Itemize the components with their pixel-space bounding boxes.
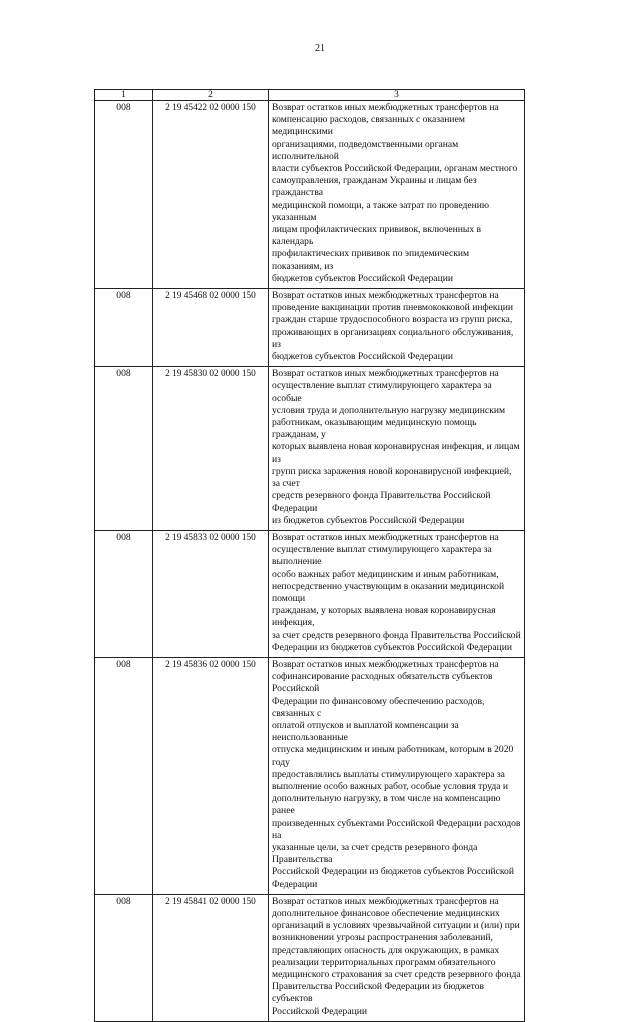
column-header-1: 1: [95, 90, 153, 101]
budget-classification-code-cell: 2 19 45841 02 0000 150: [153, 894, 269, 1021]
description-text: Возврат остатков иных межбюджетных трансфертов на софинансирование расходных обязательств субъектов Российской Федерации по финансовому обеспечению расходов, связанных с оплатой отпусков и выплатой компенсации за неиспользованные отпуска медицинским и иным работникам, которым в 2020 году предоставлялись выплаты стимулирующего характера за выполнение особо важных работ, особые условия труда и дополнительную нагрузку, в том числе на компенсацию ранее произведенных субъектами Российской Федерации расходов на указанные цели, за счет средств резервного фонда Правительства Российской Федерации из бюджетов субъектов Российской Федерации: [272, 658, 521, 890]
table-row: [95, 894, 525, 1021]
description-text: Возврат остатков иных межбюджетных трансфертов на проведение вакцинации против пневмококковой инфекции граждан старше трудоспособного возраста из групп риска, проживающих в организациях социального обслуживания, из бюджетов субъектов Российской Федерации: [272, 290, 514, 363]
description-text: Возврат остатков иных межбюджетных трансфертов на компенсацию расходов, связанных с оказанием медицинскими организациями, подведомственными органам исполнительной власти субъектов Российской Федерации, органам местного самоуправления, гражданам Украины и лицам без гражданства медицинской помощи, а также затрат по проведению указанным лицам профилактических прививок, включенных в календарь профилактических прививок по эпидемическим показаниям, из бюджетов субъектов Российской Федерации: [272, 102, 518, 284]
budget-classification-code-cell: 2 19 45468 02 0000 150: [153, 289, 269, 367]
description-cell: [269, 101, 525, 289]
table-row: [95, 657, 525, 894]
admin-code-cell: 008: [95, 657, 153, 894]
description-cell: [269, 367, 525, 531]
admin-code-cell: 008: [95, 289, 153, 367]
description-text: Возврат остатков иных межбюджетных трансфертов на дополнительное финансовое обеспечение медицинских организаций в условиях чрезвычайной ситуации и (или) при возникновении угрозы распространения заболеваний, представляющих опасность для окружающих, в рамках реализации территориальных программ обязательного медицинского страхования за счет средств резервного фонда Правительства Российской Федерации из бюджетов субъектов Российской Федерации: [272, 895, 521, 1017]
budget-code-table: [94, 89, 525, 1022]
table-row: [95, 101, 525, 289]
table-body: [95, 101, 525, 1022]
description-text: Возврат остатков иных межбюджетных трансфертов на осуществление выплат стимулирующего характера за особые условия труда и дополнительную нагрузку медицинским работникам, оказывающим медицинскую помощь гражданам, у которых выявлена новая коронавирусная инфекция, и лицам из групп риска заражения новой коронавирусной инфекцией, за счет средств резервного фонда Правительства Российской Федерации из бюджетов субъектов Российской Федерации: [272, 368, 520, 526]
page-number: 21: [315, 43, 325, 54]
description-cell: [269, 289, 525, 367]
description-cell: [269, 657, 525, 894]
table-row: [95, 367, 525, 531]
description-cell: [269, 894, 525, 1021]
column-header-3: 3: [269, 90, 525, 101]
description-cell: [269, 530, 525, 657]
admin-code-cell: 008: [95, 367, 153, 531]
budget-classification-code-cell: 2 19 45833 02 0000 150: [153, 530, 269, 657]
description-text: Возврат остатков иных межбюджетных трансфертов на осуществление выплат стимулирующего характера за выполнение особо важных работ медицинским и иным работникам, непосредственно участвующим в оказании медицинской помощи гражданам, у которых выявлена новая коронавирусная инфекция, за счет средств резервного фонда Правительства Российской Федерации из бюджетов субъектов Российской Федерации: [272, 531, 521, 653]
table-row: [95, 530, 525, 657]
table-header: [95, 90, 525, 101]
admin-code-cell: 008: [95, 101, 153, 289]
admin-code-cell: 008: [95, 894, 153, 1021]
column-header-2: 2: [153, 90, 269, 101]
admin-code-cell: 008: [95, 530, 153, 657]
table-row: [95, 289, 525, 367]
budget-classification-code-cell: 2 19 45422 02 0000 150: [153, 101, 269, 289]
budget-classification-code-cell: 2 19 45830 02 0000 150: [153, 367, 269, 531]
budget-classification-code-cell: 2 19 45836 02 0000 150: [153, 657, 269, 894]
